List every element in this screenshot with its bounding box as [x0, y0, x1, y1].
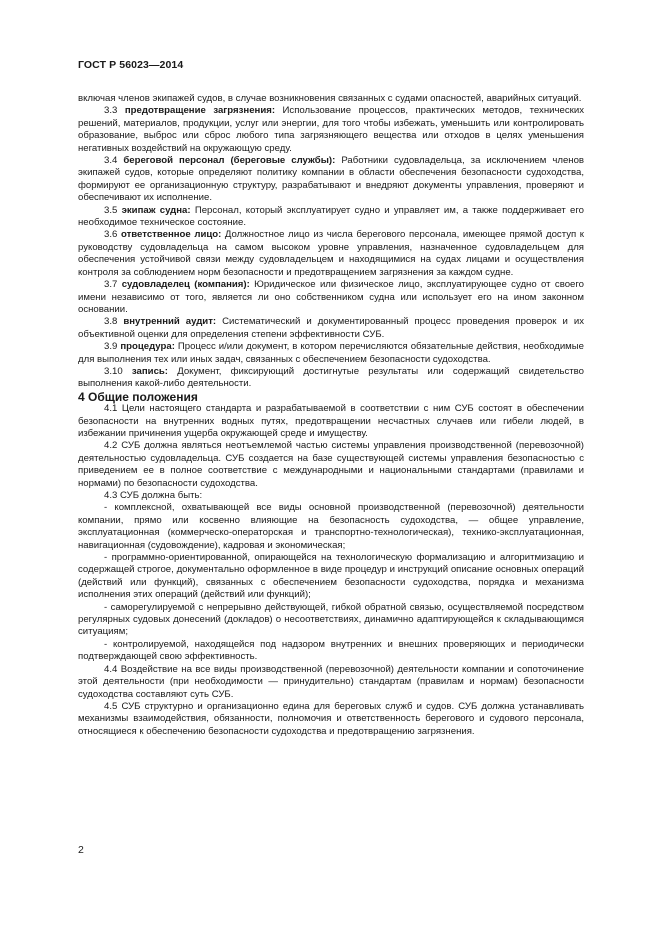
definition-3-4: 3.4 береговой персонал (береговые службы): Работники судовладельца, за исключением членов экипажей судов, которые определяют политику компании в области обеспечения безопасности судоходства, формируют ее организационную структуру, разрабатывают и внедряют документы управления, проверяют и обеспечивают их исполнение.	[78, 155, 585, 204]
list-item: - комплексной, охватывающей все виды основной производственной (перевозочной) деятельности компании, прямо или косвенно влияющие на безопасность судоходства, — общее управление, эксплуатационная (коммерческо-операторская и транспортно-технологическая), технико-эксплуатационная, навигационная (судовождение), кадровая и экономическая;	[78, 502, 584, 551]
list-item: - контролируемой, находящейся под надзором внутренних и внешних проверяющих и периодически подтверждающей свою эффективность.	[78, 638, 584, 663]
paragraph-4-5: 4.5 СУБ структурно и организационно едина для береговых служб и судов. СУБ должна устанавливать механизмы взаимодействия, обязанности, полномочия и ответственность берегового и судового персонала, относящиеся к обеспечению безопасности судоходства и предотвращению загрязнения.	[78, 700, 584, 737]
document-body	[78, 93, 584, 738]
continuation-paragraph: включая членов экипажей судов, в случае возникновения связанных с судами опасностей, аварийных ситуаций.	[78, 93, 582, 104]
paragraph-4-2: 4.2 СУБ должна являться неотъемлемой частью системы управления производственной (перевозочной) деятельностью судовладельца. СУБ создается на базе существующей системы управления безопасностью с приведением ее в полное соответствие с международными и национальными стандартами (правилами и нормами) по безопасности судоходства.	[78, 440, 584, 489]
definition-term: процедура:	[120, 341, 175, 353]
section-title: 4 Общие положения	[78, 389, 198, 404]
definition-3-7: 3.7 судовладелец (компания): Юридическое или физическое лицо, эксплуатирующее судно от своего имени независимо от того, является ли оно собственником судна или использует его на ином законном основании.	[78, 279, 584, 315]
page-number: 2	[78, 844, 84, 856]
definition-term: судовладелец (компания):	[121, 279, 250, 291]
document-header: ГОСТ Р 56023—2014	[78, 59, 184, 71]
definition-term: предотвращение загрязнения:	[124, 105, 276, 117]
definition-term: ответственное лицо:	[120, 229, 222, 241]
definition-3-5: 3.5 экипаж судна: Персонал, который эксплуатирует судно и управляет им, а также поддерживает его необходимое техническое состояние.	[78, 204, 584, 229]
definition-3-6: 3.6 ответственное лицо: Должностное лицо из числа берегового персонала, имеющее прямой доступ к руководству судовладельца на самом высоком уровне управления, назначенное судовладельцем для обеспечения устойчивой связи между судовладельцем и находящимися на судах лицами и осуществления контроля за соблюдением норм безопасности и предотвращением загрязнения за каждом судне.	[78, 229, 584, 278]
definition-3-10: 3.10 запись: Документ, фиксирующий достигнутые результаты или содержащий свидетельство выполнения какой-либо деятельности.	[78, 365, 584, 390]
definition-3-9: 3.9 процедура: Процесс и/или документ, в котором перечисляются обязательные действия, необходимые для выполнения тех или иных задач, связанных с обеспечением безопасности судоходства.	[78, 341, 584, 365]
paragraph-4-4: 4.4 Воздействие на все виды производственной (перевозочной) деятельности компании и сопоточинение этой деятельности (при необходимости — принудительно) стандартам (правилам и нормам) безопасности судоходства составляют суть СУБ.	[78, 663, 584, 700]
paragraph-4-1: 4.1 Цели настоящего стандарта и разрабатываемой в соответствии с ним СУБ состоят в обеспечении безопасности на внутренних водных путях, предотвращении несчастных случаев или гибели людей, в избежании причинения ущерба окружающей среде и имуществу.	[78, 403, 584, 439]
paragraph-4-3: 4.3 СУБ должна быть:	[104, 490, 203, 501]
definition-term: внутренний аудит:	[123, 316, 217, 328]
list-item: - программно-ориентированной, опирающейся на технологическую формализацию и алгоритмизацию и содержащей строгое, документально оформленное в виде процедур и инструкций описание основных операций (действий или функций), связанных с обеспечением безопасности судоходства, порядка и механизма исполнения этих операций (действий или функций);	[78, 552, 584, 601]
definition-term: запись:	[131, 365, 169, 377]
list-item: - саморегулируемой с непрерывно действующей, гибкой обратной связью, осуществляемой посредством регулярных судовых донесений (докладов) о несоответствиях, динамично адаптирующейся к складывающимся ситуациям;	[78, 601, 584, 638]
definition-3-8: 3.8 внутренний аудит: Систематический и документированный процесс проведения проверок и их объективной оценки для определения степени эффективности СУБ.	[78, 316, 585, 340]
definition-3-3: 3.3 предотвращение загрязнения: Использование процессов, практических методов, технических решений, материалов, продукции, услуг или энергии, для того чтобы избежать, уменьшить или контролировать образование, выброс или сброс любого типа загрязняющего вещества или отходов в целях уменьшения негативных воздействий на окружающую среду.	[78, 105, 584, 154]
definition-term: экипаж судна:	[121, 204, 191, 216]
definition-term: береговой персонал (береговые службы):	[123, 155, 336, 167]
